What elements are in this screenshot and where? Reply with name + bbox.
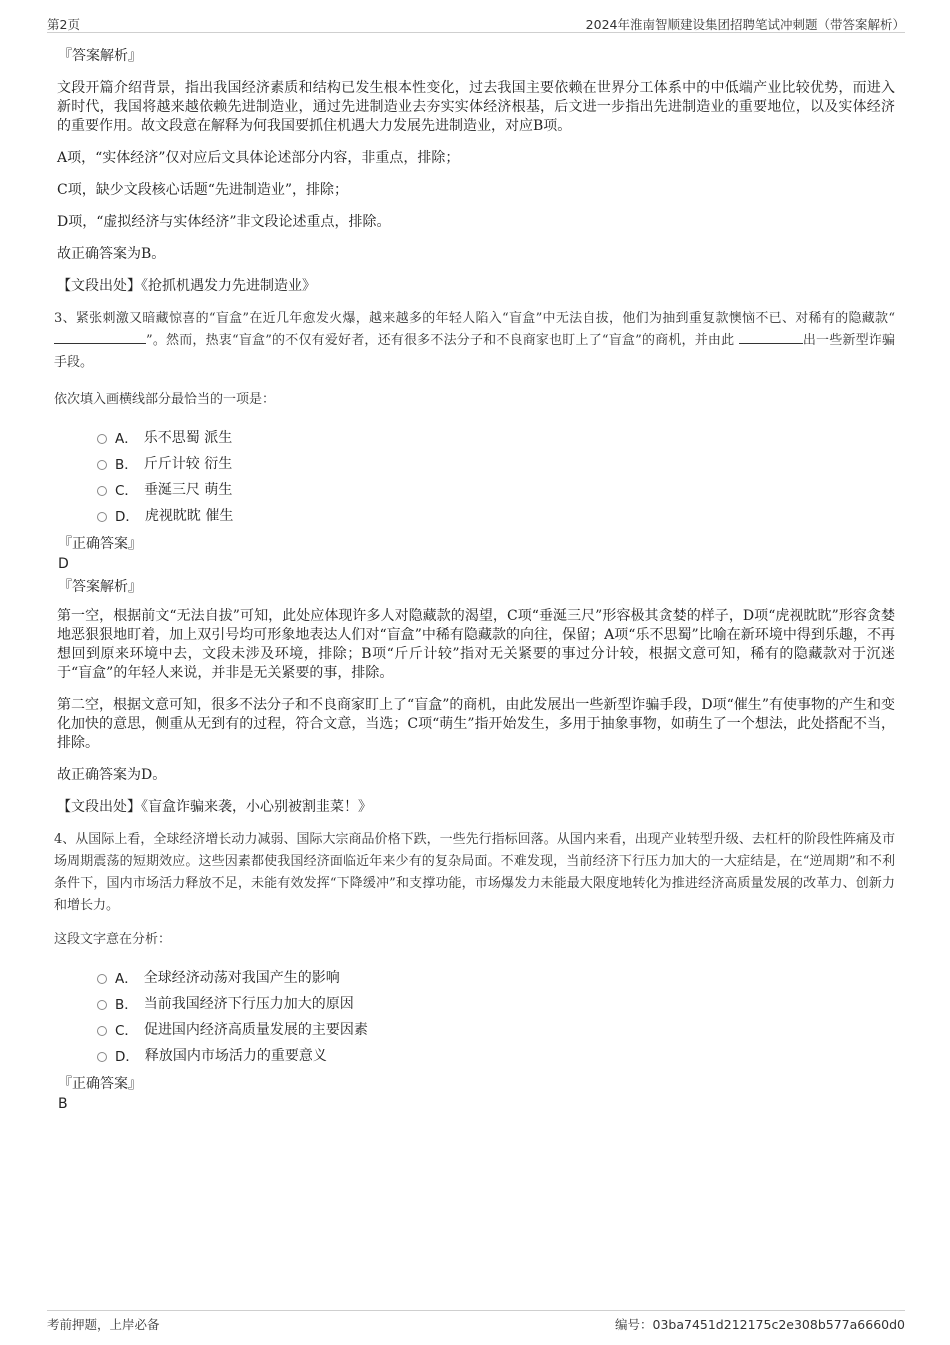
footer-code — [615, 1315, 905, 1333]
q4-stem: 4、从国际上看，全球经济增长动力减弱、国际大宗商品价格下跌，一些先行指标回落。从国内来看，出现产业转型升级、去杠杆的阶段性阵痛及市场周期震荡的短期效应。这些因素都使我国经济面临近年来少有的复杂局面。不难发现，当前经济下行压力加大的一大症结是，在“逆周期”和不利条件下，国内市场活力释放不足，未能有效发挥“下降缓冲”和支撑功能，市场爆发力未能最大限度地转化为推进经济高质量发展的改革力、创新力和增长力。 — [54, 832, 895, 913]
q4-answer: B — [58, 1096, 68, 1112]
q2-analysis-paragraph: 文段开篇介绍背景，指出我国经济素质和结构已发生根本性变化，过去我国主要依赖在世界分工体系中的中低端产业比较优势，而进入新时代，我国将越来越依赖先进制造业，通过先进制造业去夯实实体经济根基，后文进一步指出先进制造业的重要地位，以及实体经济的重要作用。故文段意在解释为何我国要抓住机遇大力发展先进制造业，对应B项。 — [57, 80, 895, 134]
page-header — [47, 13, 905, 33]
q3-source: 【文段出处】《盲盒诈骗来袭，小心别被割韭菜！》 — [57, 799, 372, 815]
q2-analysis-option-c: C项，缺少文段核心话题“先进制造业”，排除； — [57, 182, 349, 198]
q4-prompt: 这段文字意在分析： — [54, 932, 172, 947]
footer-code-value: 03ba7451d212175c2e308b577a6660d0 — [652, 1317, 905, 1332]
q3-blank-2 — [739, 330, 803, 344]
q3-stem — [54, 308, 895, 374]
footer-slogan: 考前押题，上岸必备 — [47, 1317, 160, 1332]
q3-analysis-tag: 『答案解析』 — [58, 579, 142, 595]
q3-option-b[interactable]: B． 斤斤计较 衍生 — [97, 450, 895, 476]
radio-icon[interactable] — [97, 974, 107, 984]
radio-icon[interactable] — [97, 1026, 107, 1036]
footer-code-label: 编号： — [614, 1317, 653, 1332]
q2-conclusion: 故正确答案为B。 — [57, 246, 166, 262]
q3-stem-part3: 出一些新型诈骗手段。 — [54, 333, 895, 370]
q3-option-d[interactable]: D． 虎视眈眈 催生 — [97, 502, 895, 528]
q4-options — [97, 964, 895, 1068]
q3-analysis-paragraph-1: 第一空，根据前文“无法自拔”可知，此处应体现许多人对隐藏款的渴望，C项“垂涎三尺”形容极其贪婪的样子，D项“虎视眈眈”形容贪婪地恶狠狠地盯着，加上双引号均可形象地表达人们对“盲盒”中稀有隐藏款的向往，保留；A项“乐不思蜀”比喻在新环境中得到乐趣，不再想回到原来环境中去，文段未涉及环境，排除；B项“斤斤计较”指对无关紧要的事过分计较，根据文意可知，稀有的隐藏款对于沉迷于“盲盒”的年轻人来说，并非是无关紧要的事，排除。 — [57, 608, 895, 681]
page-footer — [47, 1310, 905, 1334]
q3-stem-part1: 3、紧张刺激又暗藏惊喜的“盲盒”在近几年愈发火爆，越来越多的年轻人陷入“盲盒”中无法自拔，他们为抽到重复款懊恼不已、对稀有的隐藏款“ — [54, 311, 895, 326]
q3-analysis-paragraph-2: 第二空，根据文意可知，很多不法分子和不良商家盯上了“盲盒”的商机，由此发展出一些新型诈骗手段，D项“催生”有使事物的产生和变化加快的意思，侧重从无到有的过程，符合文意，当选；C项“萌生”指开始发生，多用于抽象事物，如萌生了一个想法，此处搭配不当，排除。 — [57, 697, 895, 751]
q3-answer: D — [58, 556, 69, 572]
q4-option-a[interactable]: A． 全球经济动荡对我国产生的影响 — [97, 964, 895, 990]
radio-icon[interactable] — [97, 486, 107, 496]
page-number: 第2页 — [47, 17, 80, 32]
q4-option-d[interactable]: D． 释放国内市场活力的重要意义 — [97, 1042, 895, 1068]
q4-answer-tag: 『正确答案』 — [58, 1076, 142, 1092]
q4-option-b[interactable]: B． 当前我国经济下行压力加大的原因 — [97, 990, 895, 1016]
q3-answer-tag: 『正确答案』 — [58, 536, 142, 552]
radio-icon[interactable] — [97, 434, 107, 444]
q3-prompt: 依次填入画横线部分最恰当的一项是： — [54, 392, 276, 407]
radio-icon[interactable] — [97, 1052, 107, 1062]
q3-conclusion: 故正确答案为D。 — [57, 767, 167, 783]
radio-icon[interactable] — [97, 512, 107, 522]
q2-analysis-option-a: A项，“实体经济”仅对应后文具体论述部分内容，非重点，排除； — [57, 150, 460, 166]
document-title: 2024年淮南智顺建设集团招聘笔试冲刺题（带答案解析） — [585, 17, 905, 32]
q2-source: 【文段出处】《抢抓机遇发力先进制造业》 — [57, 278, 316, 294]
q3-options — [97, 424, 895, 528]
q3-blank-1 — [54, 330, 146, 344]
q2-analysis-tag: 『答案解析』 — [58, 48, 142, 64]
document-body — [54, 46, 895, 1114]
q2-analysis-option-d: D项，“虚拟经济与实体经济”非文段论述重点，排除。 — [57, 214, 391, 230]
q3-stem-part2: ”。然而，热衷“盲盒”的不仅有爱好者，还有很多不法分子和不良商家也盯上了“盲盒”的商机，并由此 — [146, 333, 735, 348]
q3-option-c[interactable]: C． 垂涎三尺 萌生 — [97, 476, 895, 502]
q3-option-a[interactable]: A． 乐不思蜀 派生 — [97, 424, 895, 450]
radio-icon[interactable] — [97, 460, 107, 470]
q4-option-c[interactable]: C． 促进国内经济高质量发展的主要因素 — [97, 1016, 895, 1042]
radio-icon[interactable] — [97, 1000, 107, 1010]
